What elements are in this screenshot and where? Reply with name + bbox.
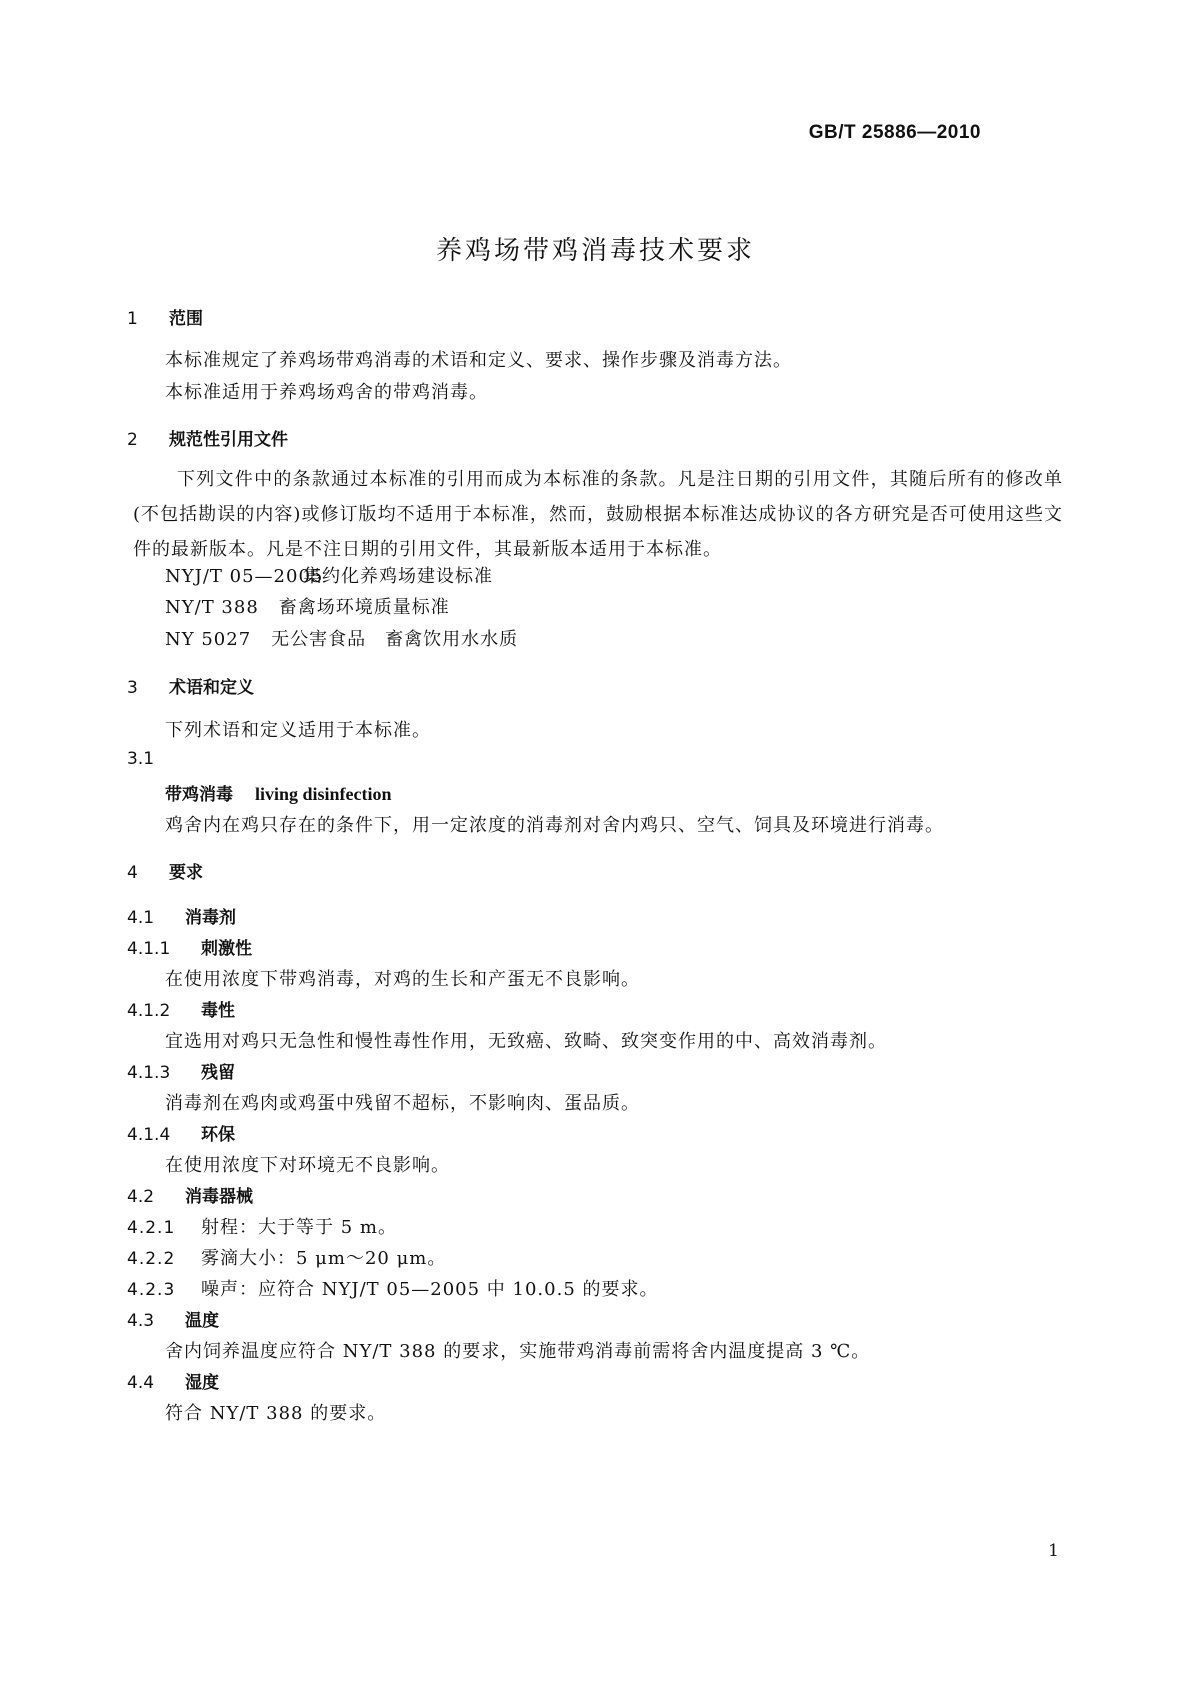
section-1-paragraph-2: 本标准适用于养鸡场鸡舍的带鸡消毒。 xyxy=(165,382,488,403)
section-number: 4.3 xyxy=(127,1311,155,1331)
section-2-heading xyxy=(127,425,288,450)
section-1-heading xyxy=(127,304,203,329)
term-number: 3.1 xyxy=(127,749,155,769)
section-2-intro-paragraph: 下列文件中的条款通过本标准的引用而成为本标准的条款。凡是注日期的引用文件，其随后所有的修改单(不包括勘误的内容)或修订版均不适用于本标准，然而，鼓励根据本标准达成协议的各方研究是否可使用这些文件的最新版本。凡是不注日期的引用文件，其最新版本适用于本标准。 xyxy=(133,469,1063,560)
section-title: 要求 xyxy=(169,863,203,883)
term-english: living disinfection xyxy=(255,784,392,804)
section-number: 4.1.1 xyxy=(127,939,171,959)
subsection-4-2-2 xyxy=(127,1244,446,1270)
section-title: 消毒剂 xyxy=(185,908,236,928)
section-title: 毒性 xyxy=(201,1001,235,1021)
reference-code: NY 5027 xyxy=(165,629,252,650)
normative-reference-item xyxy=(165,625,518,651)
section-title: 环保 xyxy=(201,1125,235,1145)
section-title: 刺激性 xyxy=(201,939,252,959)
section-1-paragraph-1: 本标准规定了养鸡场带鸡消毒的术语和定义、要求、操作步骤及消毒方法。 xyxy=(165,350,792,371)
subsection-text: 射程：大于等于 5 m。 xyxy=(201,1217,397,1238)
section-number: 4.1.3 xyxy=(127,1063,171,1083)
section-title: 范围 xyxy=(169,309,203,329)
subsection-4-3-heading xyxy=(127,1306,219,1331)
subsection-4-1-heading xyxy=(127,903,236,928)
standard-code: GB/T 25886—2010 xyxy=(808,122,981,143)
reference-code: NYJ/T 05—2005 xyxy=(165,566,324,587)
section-number: 4.1.4 xyxy=(127,1125,171,1145)
reference-name: 畜禽场环境质量标准 xyxy=(278,597,450,618)
subsection-4-1-4-heading xyxy=(127,1120,235,1145)
section-number: 4.2 xyxy=(127,1187,155,1207)
subsection-4-1-3-text: 消毒剂在鸡肉或鸡蛋中残留不超标，不影响肉、蛋品质。 xyxy=(165,1093,640,1114)
section-number: 1 xyxy=(127,309,138,329)
section-title: 消毒器械 xyxy=(185,1187,253,1207)
subsection-4-1-2-heading xyxy=(127,996,235,1021)
page-number: 1 xyxy=(1048,1541,1059,1561)
section-title: 湿度 xyxy=(185,1373,219,1393)
normative-reference-item xyxy=(165,593,450,619)
section-number: 4.2.1 xyxy=(127,1218,176,1238)
section-number: 4.2.2 xyxy=(127,1249,176,1269)
reference-name: 集约化养鸡场建设标准 xyxy=(303,566,493,587)
subsection-4-2-heading xyxy=(127,1182,253,1207)
subsection-4-2-3 xyxy=(127,1275,659,1301)
subsection-4-3-text: 舍内饲养温度应符合 NY/T 388 的要求，实施带鸡消毒前需将舍内温度提高 3 ℃。 xyxy=(165,1341,871,1362)
section-title: 温度 xyxy=(185,1311,219,1331)
term-definition: 鸡舍内在鸡只存在的条件下，用一定浓度的消毒剂对舍内鸡只、空气、饲具及环境进行消毒。 xyxy=(165,815,944,836)
subsection-4-1-1-text: 在使用浓度下带鸡消毒，对鸡的生长和产蛋无不良影响。 xyxy=(165,969,640,990)
subsection-4-4-text: 符合 NY/T 388 的要求。 xyxy=(165,1403,387,1424)
section-title: 残留 xyxy=(201,1063,235,1083)
term-heading xyxy=(165,780,392,805)
reference-code: NY/T 388 xyxy=(165,597,259,618)
subsection-text: 噪声：应符合 NYJ/T 05—2005 中 10.0.5 的要求。 xyxy=(201,1279,659,1300)
document-title: 养鸡场带鸡消毒技术要求 xyxy=(435,236,755,266)
subsection-4-1-2-text: 宜选用对鸡只无急性和慢性毒性作用，无致癌、致畸、致突变作用的中、高效消毒剂。 xyxy=(165,1031,887,1052)
section-3-intro: 下列术语和定义适用于本标准。 xyxy=(165,720,431,741)
section-number: 2 xyxy=(127,430,138,450)
section-number: 4.2.3 xyxy=(127,1280,176,1300)
subsection-4-2-1 xyxy=(127,1213,397,1239)
section-title: 规范性引用文件 xyxy=(169,430,288,450)
section-title: 术语和定义 xyxy=(169,678,254,698)
subsection-4-4-heading xyxy=(127,1368,219,1393)
normative-reference-item xyxy=(165,562,493,588)
term-chinese: 带鸡消毒 xyxy=(165,785,233,805)
section-number: 4 xyxy=(127,863,138,883)
section-3-heading xyxy=(127,673,254,698)
subsection-4-1-3-heading xyxy=(127,1058,235,1083)
subsection-text: 雾滴大小：5 μm～20 μm。 xyxy=(201,1248,447,1269)
reference-name: 无公害食品 畜禽饮用水水质 xyxy=(271,629,519,650)
section-number: 4.1.2 xyxy=(127,1001,171,1021)
section-4-heading xyxy=(127,858,203,883)
subsection-4-1-4-text: 在使用浓度下对环境无不良影响。 xyxy=(165,1155,450,1176)
section-number: 4.1 xyxy=(127,908,155,928)
section-number: 4.4 xyxy=(127,1373,155,1393)
subsection-4-1-1-heading xyxy=(127,934,252,959)
section-number: 3 xyxy=(127,678,138,698)
